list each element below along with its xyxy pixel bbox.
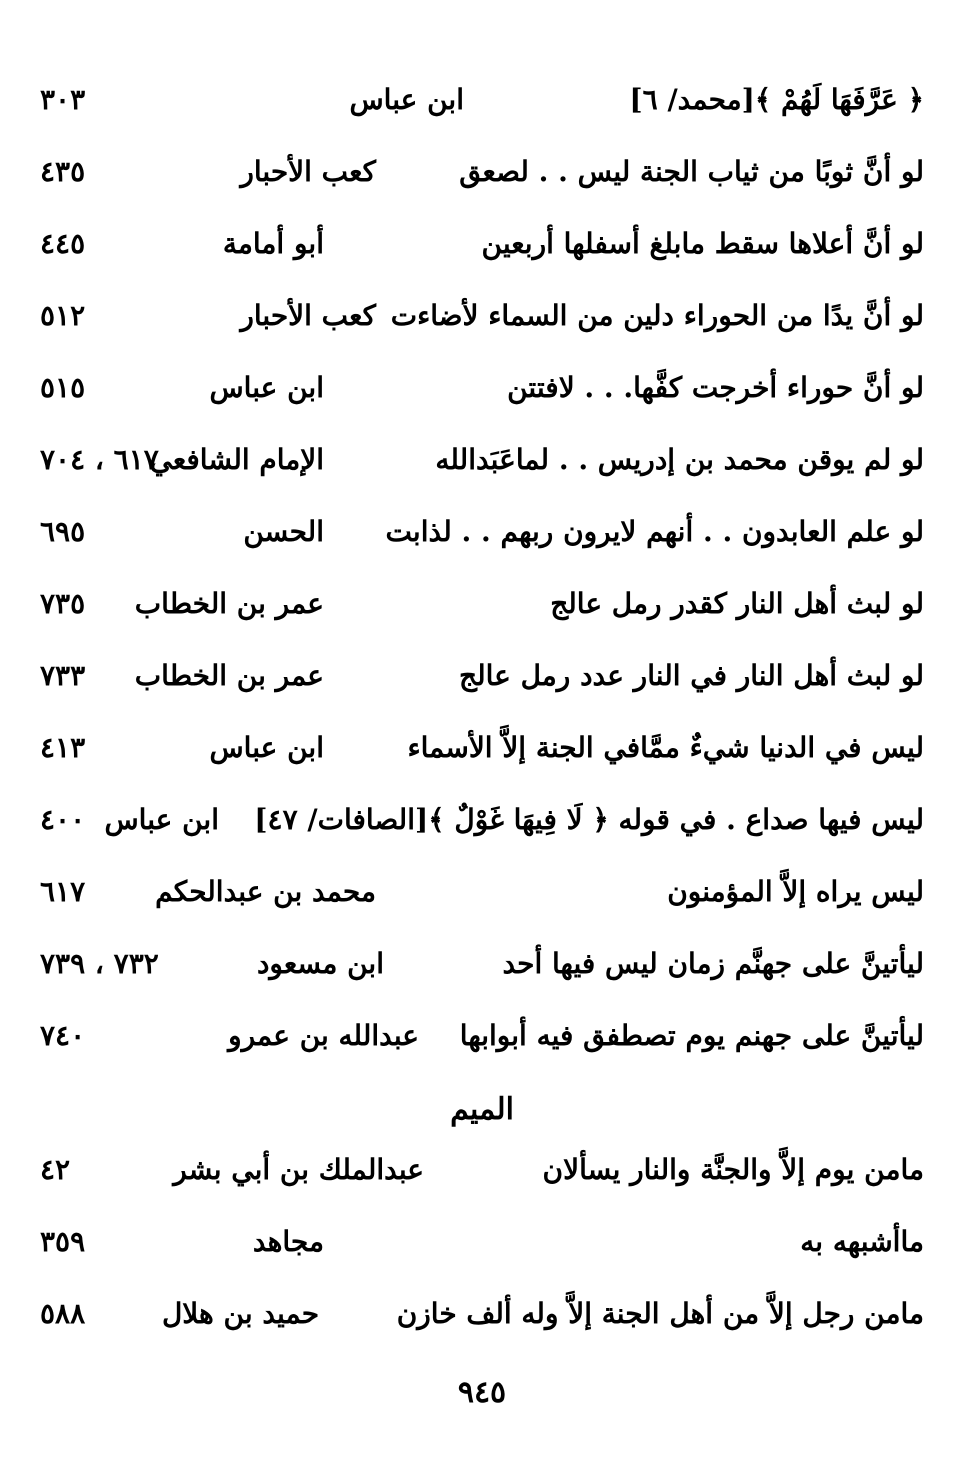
narrator: عمر بن الخطاب [134, 659, 324, 692]
hadith-text: لو لبث أهل النار في النار عدد رمل عالج [459, 659, 924, 692]
narrator: ابن عباس [209, 371, 324, 404]
hadith-text: ليأتينَّ على جهنم يوم تصطفق فيه أبوابها [459, 1019, 924, 1052]
page-reference: ٣٥٩ [40, 1225, 86, 1258]
index-entry [40, 934, 924, 994]
hadith-text: لو أنَّ يدًا من الحوراء دلين من السماء لأضاءت [390, 299, 924, 332]
hadith-text: مامن يوم إلاَّ والجنَّة والنار يسألان [542, 1153, 924, 1186]
narrator: عبدالملك بن أبي بشر [173, 1153, 424, 1186]
narrator: محمد بن عبدالحكم [155, 875, 376, 908]
page-reference: ٤٣٥ [40, 155, 86, 188]
section-heading: الميم [450, 1092, 514, 1127]
hadith-text: لو أنَّ ثوبًا من ثياب الجنة ليس . . لصعق [459, 155, 924, 188]
hadith-text: لو أنَّ حوراء أخرجت كفَّها. . . لافتتن [507, 371, 924, 404]
narrator: الحسن [243, 515, 324, 548]
hadith-text: ليس في الدنيا شيءٌ ممَّافي الجنة إلاَّ الأسماء [407, 731, 924, 764]
narrator: عمر بن الخطاب [134, 587, 324, 620]
hadith-text: ليأتينَّ على جهنَّم زمان ليس فيها أحد [502, 947, 924, 980]
index-entry [40, 1006, 924, 1066]
index-entry [40, 862, 924, 922]
index-entry [40, 502, 924, 562]
page-number: ٩٤٥ [457, 1375, 507, 1410]
page-reference: ٤١٣ [40, 731, 86, 764]
page-reference: ٥١٢ [40, 299, 86, 332]
page-reference: ٦١٧ ، ٧٠٤ [40, 443, 159, 476]
index-entry [40, 718, 924, 778]
narrator: كعب الأحبار [240, 155, 376, 188]
narrator: ابن عباس [209, 731, 324, 764]
hadith-text: لو أنَّ أعلاها سقط مابلغ أسفلها أربعين [481, 227, 924, 260]
index-entry [40, 286, 924, 346]
narrator: كعب الأحبار [240, 299, 376, 332]
hadith-text: لو علم العابدون . . أنهم لايرون ربهم . . لذابت [385, 515, 924, 548]
index-entry [40, 142, 924, 202]
page-reference: ٥١٥ [40, 371, 86, 404]
narrator: ابن مسعود [256, 947, 384, 980]
narrator: أبو أمامة [222, 227, 324, 260]
index-entry [40, 790, 924, 850]
narrator: ابن عباس [349, 83, 464, 116]
hadith-text: مامن رجل إلاَّ من أهل الجنة إلاَّ وله ألف خازن [396, 1297, 924, 1330]
index-entry [40, 646, 924, 706]
page-reference: ٤٢ [40, 1153, 71, 1186]
hadith-text: ليس فيها صداع . في قوله ﴿ لَا فِيهَا غَوْلٌ ﴾[الصافات/ ٤٧] [254, 803, 924, 836]
page-reference: ٧٣٢ ، ٧٣٩ [40, 947, 159, 980]
page-reference: ٧٤٠ [40, 1019, 86, 1052]
hadith-text: ليس يراه إلاَّ المؤمنون [667, 875, 924, 908]
narrator: عبدالله بن عمرو [228, 1019, 419, 1052]
index-entry [40, 70, 924, 130]
index-entry [40, 1284, 924, 1344]
hadith-text: لو لم يوقن محمد بن إدريس . . لماعَبَدالله [435, 443, 924, 476]
index-entry [40, 1212, 924, 1272]
page-reference: ٥٨٨ [40, 1297, 86, 1330]
page-reference: ٦١٧ [40, 875, 86, 908]
index-entry [40, 358, 924, 418]
index-entry [40, 574, 924, 634]
index-entry [40, 1140, 924, 1200]
index-entry [40, 214, 924, 274]
page-reference: ٤٤٥ [40, 227, 86, 260]
narrator: مجاهد [252, 1225, 324, 1258]
page-reference: ٦٩٥ [40, 515, 86, 548]
hadith-text: ماأشبهه به [800, 1225, 924, 1258]
page-reference: ٤٠٠ [40, 803, 86, 836]
narrator: الإمام الشافعي [149, 443, 324, 476]
page-reference: ٣٠٣ [40, 83, 86, 116]
narrator: ابن عباس [104, 803, 219, 836]
hadith-text: ﴿ عَرَّفَهَا لَهُمْ ﴾[محمد/ ٦] [629, 83, 924, 116]
index-entry [40, 430, 924, 490]
page-reference: ٧٣٥ [40, 587, 86, 620]
narrator: حميد بن هلال [161, 1297, 319, 1330]
hadith-text: لو لبث أهل النار كقدر رمل عالج [550, 587, 924, 620]
page-reference: ٧٣٣ [40, 659, 86, 692]
